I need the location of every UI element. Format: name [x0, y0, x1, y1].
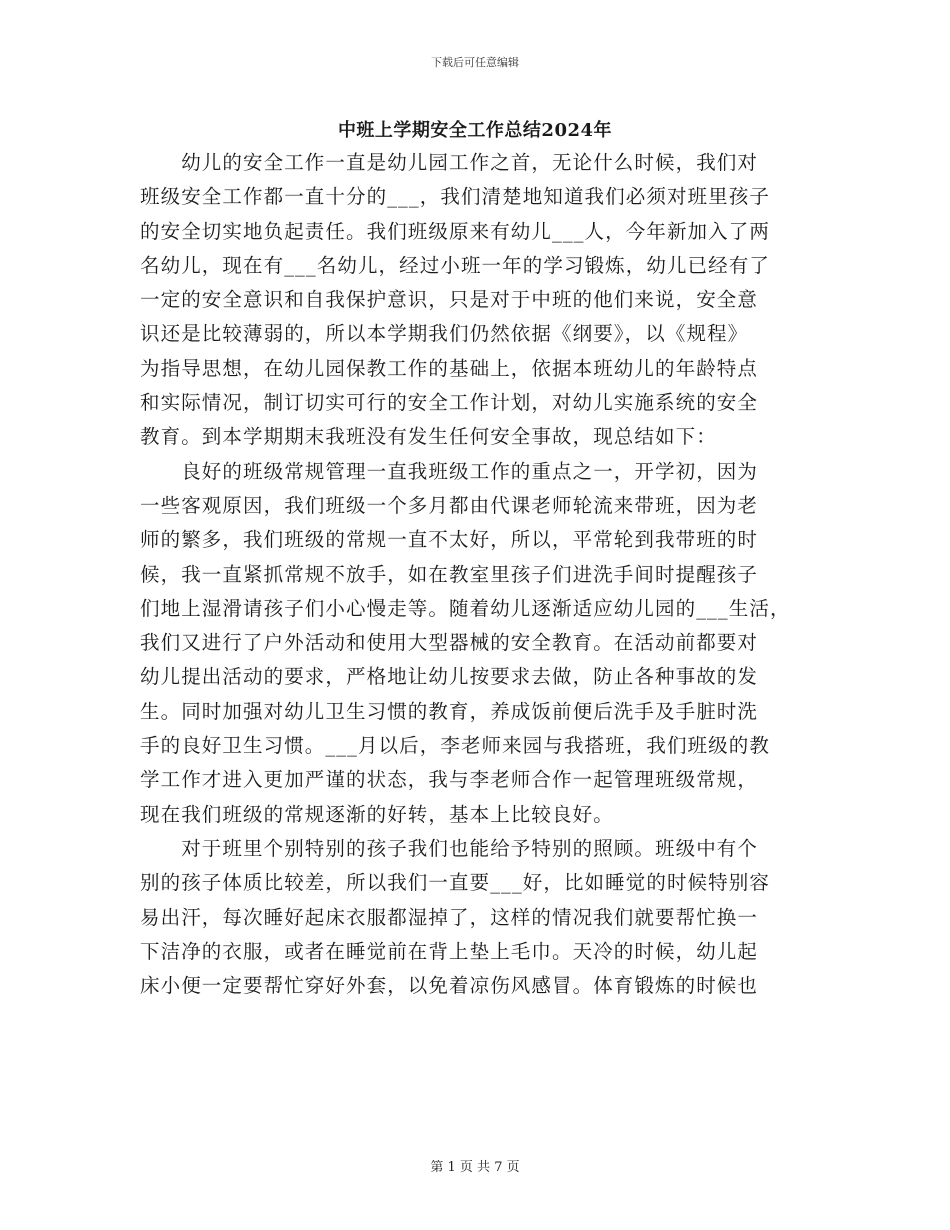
- text-line: 识还是比较薄弱的，所以本学期我们仍然依据《纲要》，以《规程》: [140, 322, 749, 346]
- text-line: 一些客观原因，我们班级一个多月都由代课老师轮流来带班，因为老: [140, 493, 759, 517]
- text-line: 和实际情况，制订切实可行的安全工作计划，对幼儿实施系统的安全: [140, 391, 759, 415]
- text-line: 幼儿提出活动的要求，严格地让幼儿按要求去做，防止各种事故的发: [140, 665, 759, 689]
- text-line: 师的繁多，我们班级的常规一直不太好，所以，平常轮到我带班的时: [140, 528, 759, 552]
- text-line: 一定的安全意识和自我保护意识，只是对于中班的他们来说，安全意: [140, 288, 759, 312]
- text-line: 现在我们班级的常规逐渐的好转，基本上比较良好。: [140, 802, 614, 826]
- page-number: 第 1 页 共 7 页: [430, 1160, 520, 1175]
- text-line: 的安全切实地负起责任。我们班级原来有幼儿___人，今年新加入了两: [140, 219, 770, 243]
- text-line: 候，我一直紧抓常规不放手，如在教室里孩子们进洗手间时提醒孩子: [140, 562, 759, 586]
- text-line: 为指导思想，在幼儿园保教工作的基础上，依据本班幼儿的年龄特点: [140, 356, 759, 380]
- text-line: 下洁净的衣服，或者在睡觉前在背上垫上毛巾。天冷的时候，幼儿起: [140, 939, 759, 963]
- text-line: 良好的班级常规管理一直我班级工作的重点之一，开学初，因为: [140, 459, 759, 483]
- text-line: 学工作才进入更加严谨的状态，我与李老师合作一起管理班级常规，: [140, 768, 759, 792]
- text-line: 对于班里个别特别的孩子我们也能给予特别的照顾。班级中有个: [140, 836, 759, 860]
- text-line: 幼儿的安全工作一直是幼儿园工作之首，无论什么时候，我们对: [140, 151, 759, 174]
- text-line: 生。同时加强对幼儿卫生习惯的教育，养成饭前便后洗手及手脏时洗: [140, 699, 759, 723]
- text-line: 别的孩子体质比较差，所以我们一直要___好，比如睡觉的时候特别容: [140, 871, 770, 895]
- text-line: 我们又进行了户外活动和使用大型器械的安全教育。在活动前都要对: [140, 631, 759, 655]
- text-line: 教育。到本学期期末我班没有发生任何安全事故，现总结如下：: [140, 425, 717, 449]
- document-body: [140, 146, 812, 1003]
- text-line: 易出汗，每次睡好起床衣服都湿掉了，这样的情况我们就要帮忙换一: [140, 905, 759, 929]
- text-line: 手的良好卫生习惯。___月以后，李老师来园与我搭班，我们班级的教: [140, 734, 770, 758]
- text-line: 名幼儿，现在有___名幼儿，经过小班一年的学习锻炼，幼儿已经有了: [140, 253, 770, 277]
- text-line: 床小便一定要帮忙穿好外套，以免着凉伤风感冒。体育锻炼的时候也: [140, 974, 759, 998]
- text-line: 班级安全工作都一直十分的___，我们清楚地知道我们必须对班里孩子: [140, 185, 770, 209]
- header-note: 下载后可任意编辑: [431, 56, 519, 69]
- document-title: 中班上学期安全工作总结2024年: [337, 120, 613, 141]
- text-line: 们地上湿滑请孩子们小心慢走等。随着幼儿逐渐适应幼儿园的___生活，: [140, 596, 791, 620]
